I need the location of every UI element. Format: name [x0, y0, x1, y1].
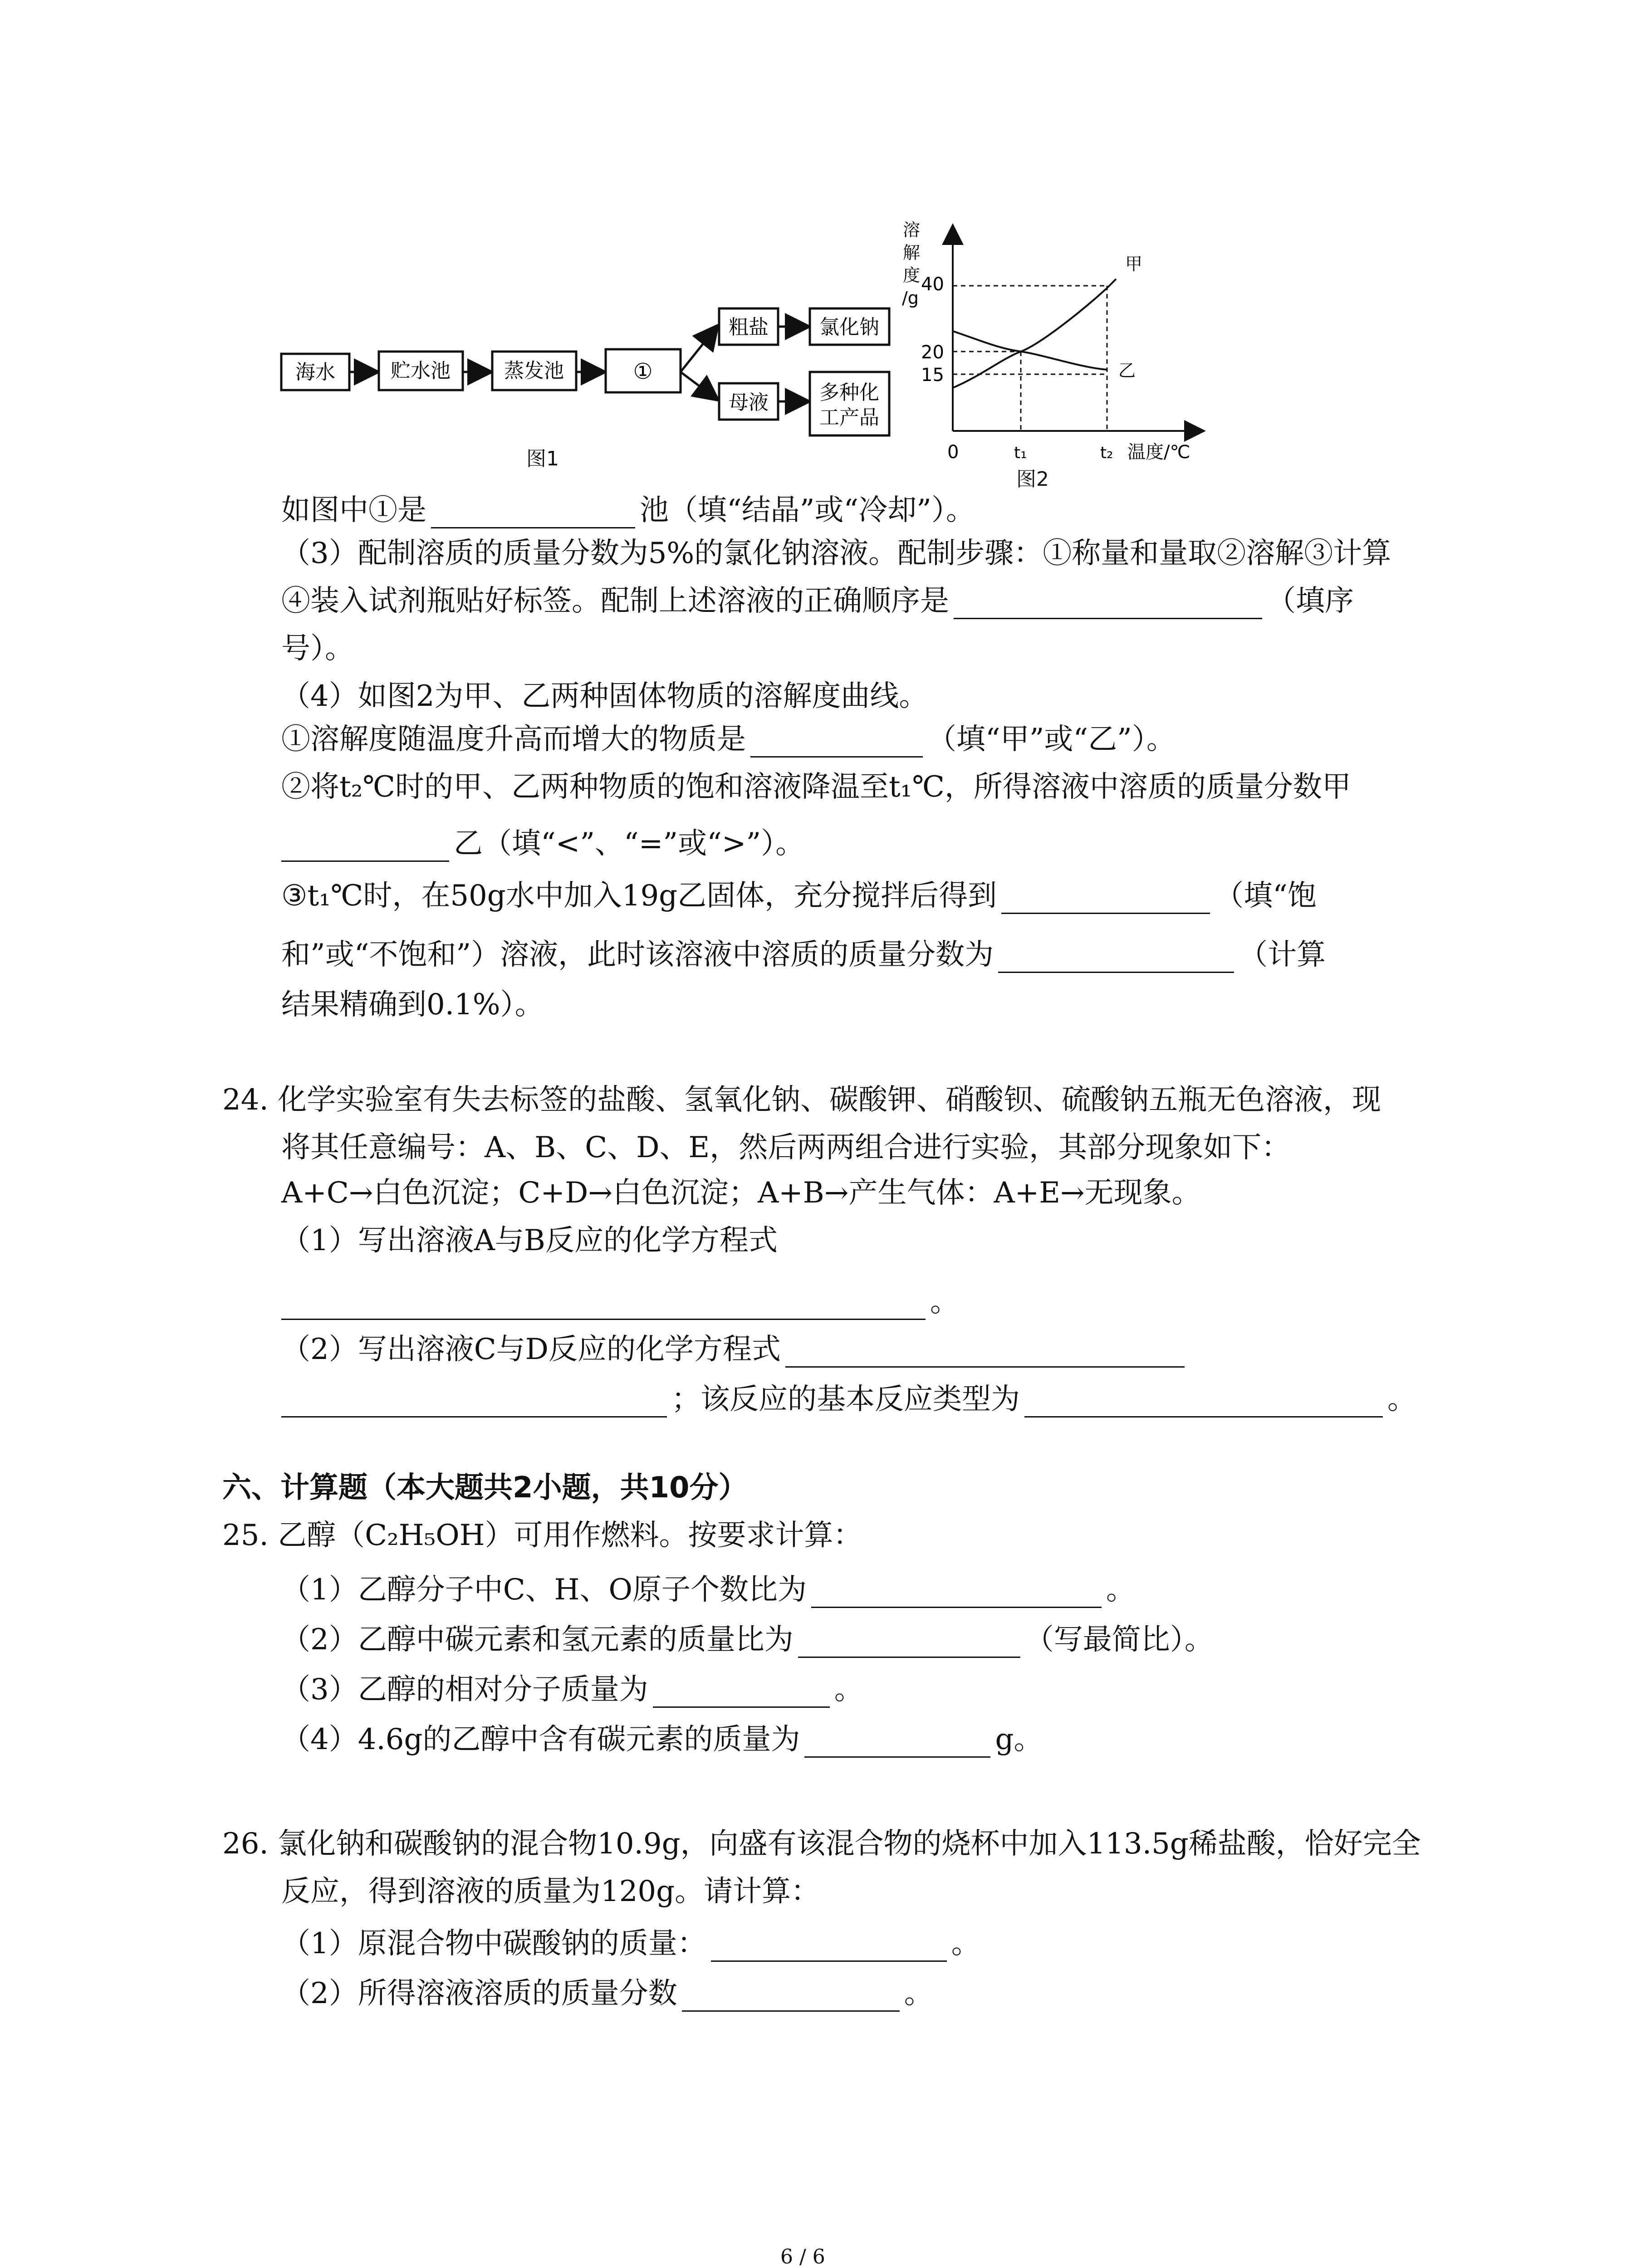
svg-text:蒸发池: 蒸发池	[504, 359, 564, 382]
q24-line-3: A+C→白色沉淀；C+D→白色沉淀；A+B→产生气体：A+E→无现象。	[281, 1176, 1201, 1210]
answer-blank[interactable]	[811, 1579, 1102, 1608]
q25-line-4: （3）乙醇的相对分子质量为 。	[281, 1672, 863, 1708]
x-axis-label: 温度/℃	[1127, 442, 1190, 463]
q23-line-2: （3）配制溶质的质量分数为5%的氯化钠溶液。配制步骤：①称量和量取②溶解③计算	[281, 537, 1391, 570]
q24-line-7: ；该反应的基本反应类型为 。	[281, 1381, 1416, 1418]
answer-blank[interactable]	[682, 1982, 900, 2012]
q26-line-2: 反应，得到溶液的质量为120g。请计算：	[281, 1875, 820, 1908]
q24-line-1: 24. 化学实验室有失去标签的盐酸、氢氧化钠、碳酸钾、硝酸钡、硫酸钠五瓶无色溶液，现	[222, 1083, 1381, 1117]
figure-1-flow-diagram	[254, 290, 912, 481]
answer-blank[interactable]	[798, 1628, 1020, 1658]
answer-blank[interactable]	[711, 1932, 947, 1962]
svg-text:工产品: 工产品	[819, 406, 879, 429]
answer-blank[interactable]	[804, 1728, 990, 1758]
svg-text:多种化: 多种化	[819, 381, 879, 404]
q24-line-6: （2）写出溶液C与D反应的化学方程式	[281, 1331, 1189, 1368]
svg-text:贮水池: 贮水池	[391, 359, 451, 382]
q23-line-3: ④装入试剂瓶贴好标签。配制上述溶液的正确顺序是 （填序	[281, 583, 1354, 619]
q25-line-2: （1）乙醇分子中C、H、O原子个数比为 。	[281, 1572, 1135, 1608]
svg-text:度: 度	[903, 265, 921, 285]
q24-line-4: （1）写出溶液A与B反应的化学方程式	[281, 1224, 778, 1257]
answer-blank[interactable]	[653, 1678, 830, 1708]
svg-text:氯化钠: 氯化钠	[819, 316, 879, 339]
q26-line-1: 26. 氯化钠和碳酸钠的混合物10.9g，向盛有该混合物的烧杯中加入113.5g稀盐酸，恰好完全	[222, 1827, 1421, 1861]
answer-blank[interactable]	[1024, 1388, 1383, 1418]
ytick-15: 15	[921, 365, 944, 386]
xtick-0: 0	[947, 442, 959, 463]
page-number: 6 / 6	[780, 2245, 825, 2268]
ytick-40: 40	[921, 274, 944, 295]
answer-blank[interactable]	[281, 1388, 667, 1418]
q25-line-3: （2）乙醇中碳元素和氢元素的质量比为 （写最简比）。	[281, 1622, 1214, 1658]
q23-line-6: ①溶解度随温度升高而增大的物质是 （填“甲”或“乙”）。	[281, 721, 1176, 758]
ytick-20: 20	[921, 342, 944, 363]
q26-line-3: （1）原混合物中碳酸钠的质量： 。	[281, 1926, 980, 1962]
answer-blank[interactable]	[998, 943, 1234, 973]
label-yi: 乙	[1118, 361, 1136, 381]
curve-yi	[953, 331, 1107, 370]
y-axis-label	[902, 220, 920, 308]
node-mother-liquor	[719, 383, 778, 420]
answer-blank[interactable]	[281, 832, 449, 862]
node-crude-salt	[719, 308, 778, 345]
q23-line-8: 乙（填“<”、“=”或“>”）。	[281, 826, 804, 862]
svg-text:①: ①	[633, 359, 653, 384]
q23-line-10: 和”或“不饱和”）溶液，此时该溶液中溶质的质量分数为 （计算	[281, 937, 1326, 973]
node-sodium-chloride	[810, 308, 889, 345]
figure-2-solubility-chart	[889, 213, 1252, 485]
svg-text:海水: 海水	[295, 361, 335, 384]
answer-blank[interactable]	[785, 1338, 1185, 1368]
section-6-title: 六、计算题（本大题共2小题，共10分）	[222, 1471, 748, 1505]
svg-text:解: 解	[903, 243, 921, 263]
q23-line-9: ③t₁℃时，在50g水中加入19g乙固体，充分搅拌后得到 （填“饱	[281, 878, 1317, 914]
figure-1-caption: 图1	[526, 447, 559, 470]
curve-jia	[953, 279, 1116, 388]
svg-text:粗盐: 粗盐	[729, 316, 769, 339]
answer-blank[interactable]	[954, 590, 1262, 619]
q24-line-5: 。	[281, 1284, 959, 1320]
svg-text:溶: 溶	[903, 220, 921, 240]
node-seawater	[281, 354, 349, 390]
q23-line-11: 结果精确到0.1%）。	[281, 988, 544, 1022]
answer-blank[interactable]	[431, 499, 635, 528]
q25-line-5: （4）4.6g的乙醇中含有碳元素的质量为 g。	[281, 1721, 1043, 1758]
node-chemical-products	[810, 372, 889, 435]
answer-blank[interactable]	[281, 1290, 926, 1320]
q24-line-2: 将其任意编号：A、B、C、D、E，然后两两组合进行实验，其部分现象如下：	[281, 1131, 1291, 1164]
answer-blank[interactable]	[750, 728, 923, 758]
q26-line-4: （2）所得溶液溶质的质量分数 。	[281, 1975, 933, 2012]
svg-text:/g: /g	[902, 288, 919, 308]
node-evaporation-pool	[492, 352, 576, 390]
answer-blank[interactable]	[1001, 885, 1210, 914]
svg-text:母液: 母液	[729, 391, 769, 414]
label-jia: 甲	[1125, 254, 1143, 274]
q23-line-4: 号）。	[281, 632, 354, 665]
q25-line-1: 25. 乙醇（C₂H₅OH）可用作燃料。按要求计算：	[222, 1519, 862, 1552]
q23-line-5: （4）如图2为甲、乙两种固体物质的溶解度曲线。	[281, 679, 928, 713]
node-storage-pool	[379, 352, 463, 390]
node-circle-1	[606, 349, 681, 392]
q23-line-7: ②将t₂℃时的甲、乙两种物质的饱和溶液降温至t₁℃，所得溶液中溶质的质量分数甲	[281, 770, 1351, 804]
figure-2-caption: 图2	[1016, 468, 1049, 491]
q23-line-1: 如图中①是 池（填“结晶”或“冷却”）。	[281, 492, 975, 528]
xtick-t2: t₂	[1100, 444, 1113, 462]
xtick-t1: t₁	[1014, 444, 1027, 462]
